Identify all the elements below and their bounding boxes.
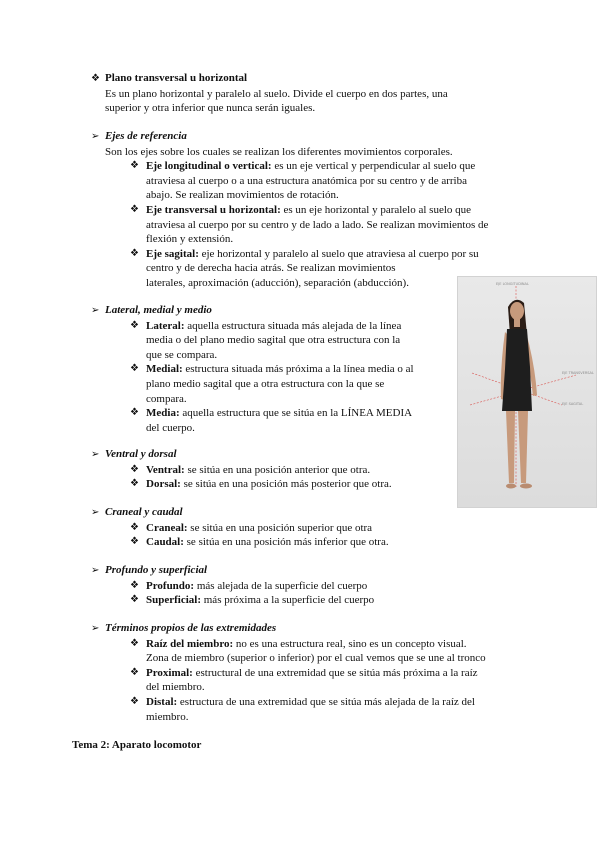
section-ventral-dorsal: [91, 447, 392, 492]
body-text: Es un plano horizontal y paralelo al suelo. Divide el cuerpo en dos partes, una: [105, 87, 448, 100]
term: Caudal:: [146, 536, 184, 549]
section-lateral-medial: [91, 303, 414, 435]
section-ejes-referencia: [91, 129, 488, 291]
label-eje-longitudinal: EJE LONGITUDINAL: [496, 282, 529, 286]
term: Raíz del miembro:: [146, 637, 234, 650]
arrow-bullet-icon: ➢: [91, 131, 100, 142]
list-item: ❖ Eje sagital: eje horizontal y paralelo al suelo que atraviesa al cuerpo por su centro y de derecha hacia atrás. Se realizan movimientos laterales, aproximación (aducción), separación (abducción).: [130, 247, 479, 289]
diamond-bullet-icon: ❖: [130, 203, 139, 215]
term: Dorsal:: [146, 478, 181, 491]
list-item: ❖ Craneal: se sitúa en una posición superior que otra: [130, 521, 373, 534]
term: Proximal:: [146, 666, 193, 679]
list-item: ❖ Ventral: se sitúa en una posición anterior que otra.: [130, 463, 371, 476]
section-title: Craneal y caudal: [105, 506, 183, 518]
chapter-heading: Tema 2: Aparato locomotor: [72, 739, 202, 751]
diamond-bullet-icon: ❖: [130, 695, 139, 707]
diamond-bullet-icon: ❖: [130, 637, 139, 649]
section-title: Plano transversal u horizontal: [105, 72, 248, 84]
diamond-bullet-icon: ❖: [130, 463, 139, 475]
list-item: ❖ Superficial: más próxima a la superficie del cuerpo: [130, 594, 375, 607]
term: Ventral:: [146, 463, 185, 476]
section-title: Profundo y superficial: [105, 564, 208, 576]
axes-figure-illustration: [458, 277, 596, 507]
term: Profundo:: [146, 579, 195, 592]
section-title: Ejes de referencia: [105, 130, 187, 142]
diamond-bullet-icon: ❖: [130, 160, 139, 172]
arrow-bullet-icon: ➢: [91, 305, 100, 316]
section-craneal-caudal: [91, 505, 389, 550]
list-item: ❖ Eje transversal u horizontal: es un eje horizontal y paralelo al suelo que atraviesa al cuerpo por su centro y de lado a lado. Se realizan movimientos de flexión y extensión.: [130, 203, 489, 246]
list-item: ❖ Lateral: aquella estructura situada más alejada de la línea media o del plano medio sagital que otra estructura con la que se compara.: [130, 319, 402, 361]
list-item: ❖ Media: aquella estructura que se sitúa en la LÍNEA MEDIA del cuerpo.: [130, 407, 413, 434]
diamond-bullet-icon: ❖: [130, 319, 139, 331]
list-item: ❖ Proximal: estructural de una extremidad que se sitúa más próxima a la raíz del miembro.: [130, 666, 478, 694]
section-title: Lateral, medial y medio: [105, 304, 212, 316]
diamond-bullet-icon: ❖: [130, 478, 139, 490]
section-extremidades: [91, 621, 486, 724]
diamond-bullet-icon: ❖: [130, 579, 139, 591]
term: Eje sagital:: [146, 247, 199, 260]
arrow-bullet-icon: ➢: [91, 449, 100, 460]
list-item: ❖ Eje longitudinal o vertical: es un eje vertical y perpendicular al suelo que atraviesa al cuerpo o a una estructura anatómica por su centro y de arriba abajo. Se realizan movimientos de rotación.: [130, 160, 476, 202]
diamond-bullet-icon: ❖: [130, 247, 139, 259]
list-item: ❖ Distal: estructura de una extremidad que se sitúa más alejada de la raíz del miembro.: [130, 695, 475, 723]
term: Medial:: [146, 363, 183, 376]
arrow-bullet-icon: ➢: [91, 565, 100, 576]
section-profundo-superficial: [91, 563, 374, 608]
term: Eje longitudinal o vertical:: [146, 160, 272, 173]
list-item: ❖ Medial: estructura situada más próxima a la línea media o al plano medio sagital que a otra estructura con la que se compara.: [130, 363, 414, 405]
term: Eje transversal u horizontal:: [146, 203, 281, 216]
list-item: ❖ Dorsal: se sitúa en una posición más posterior que otra.: [130, 478, 392, 491]
diamond-bullet-icon: ❖: [91, 73, 100, 84]
term: Distal:: [146, 695, 178, 708]
section-plano-transversal: [91, 71, 448, 116]
term: Superficial:: [146, 594, 201, 607]
diamond-bullet-icon: ❖: [130, 363, 139, 375]
label-eje-transversal: EJE TRANSVERSAL: [562, 371, 594, 375]
arrow-bullet-icon: ➢: [91, 507, 100, 518]
list-item: ❖ Caudal: se sitúa en una posición más inferior que otra.: [130, 536, 389, 549]
section-title: Términos propios de las extremidades: [105, 622, 277, 634]
arrow-bullet-icon: ➢: [91, 623, 100, 634]
section-intro: Son los ejes sobre los cuales se realizan los diferentes movimientos corporales.: [105, 145, 453, 158]
label-eje-sagital: EJE SAGITAL: [562, 402, 584, 406]
term: Lateral:: [146, 319, 185, 332]
body-text: superior y otra inferior que nunca serán iguales.: [105, 102, 316, 115]
diamond-bullet-icon: ❖: [130, 521, 139, 533]
diamond-bullet-icon: ❖: [130, 536, 139, 548]
list-item: ❖ Raíz del miembro: no es una estructura real, sino es un concepto visual. Zona de miembro (superior o inferior) por el cual vemos que se une al tronco: [130, 637, 486, 665]
diamond-bullet-icon: ❖: [130, 666, 139, 678]
list-item: ❖ Profundo: más alejada de la superficie del cuerpo: [130, 579, 368, 592]
diamond-bullet-icon: ❖: [130, 407, 139, 419]
term: Craneal:: [146, 521, 188, 534]
term: Media:: [146, 407, 180, 420]
section-title: Ventral y dorsal: [105, 448, 177, 460]
diamond-bullet-icon: ❖: [130, 594, 139, 606]
anatomy-axes-photo: [457, 276, 597, 508]
